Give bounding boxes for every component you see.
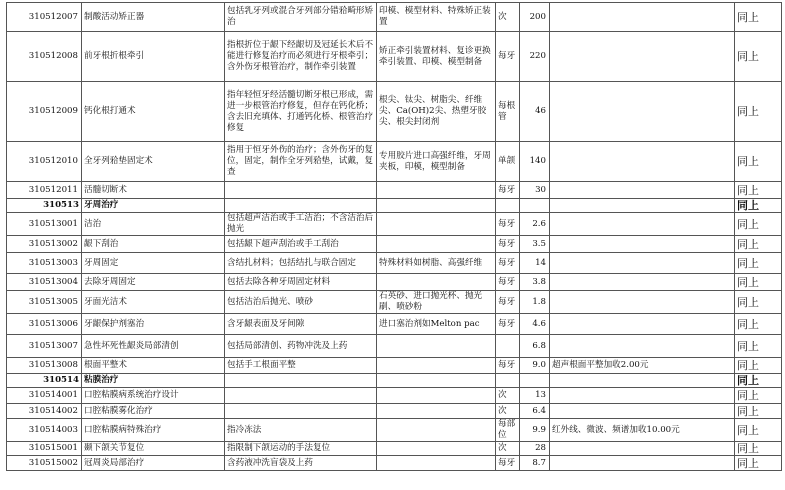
name-cell: 口腔粘膜病特殊治疗 xyxy=(82,419,225,442)
unit-cell: 每牙 xyxy=(496,213,520,236)
code-cell: 310513007 xyxy=(7,335,82,358)
table-row xyxy=(7,236,782,253)
price-cell: 28 xyxy=(520,442,550,456)
code-cell: 310513003 xyxy=(7,253,82,274)
price-cell: 200 xyxy=(520,3,550,32)
table-row xyxy=(7,142,782,182)
code-cell: 310513008 xyxy=(7,358,82,374)
material-cell xyxy=(377,274,496,291)
unit-cell: 次 xyxy=(496,388,520,404)
unit-cell xyxy=(496,335,520,358)
empty-cell xyxy=(225,374,377,388)
table-row xyxy=(7,456,782,471)
unit-cell: 次 xyxy=(496,3,520,32)
material-cell: 石英砂、进口抛光杯、抛光刷、喷砂粉 xyxy=(377,291,496,314)
price-cell: 1.8 xyxy=(520,291,550,314)
material-cell: 印模、模型材料、特殊矫正装置 xyxy=(377,3,496,32)
name-cell: 制酸活动矫正器 xyxy=(82,3,225,32)
note-cell xyxy=(550,213,735,236)
category-code: 310513 xyxy=(7,199,82,213)
content-cell: 指限制下颌运动的手法复位 xyxy=(225,442,377,456)
unit-cell: 每牙 xyxy=(496,314,520,335)
table-row xyxy=(7,388,782,404)
name-cell: 牙周固定 xyxy=(82,253,225,274)
remark-cell: 同上 xyxy=(735,442,782,456)
content-cell: 包括超声洁治或手工洁治；不含洁治后抛光 xyxy=(225,213,377,236)
material-cell xyxy=(377,388,496,404)
material-cell: 根尖、钛尖、树脂尖、纤维尖、Ca(OH)2尖、热塑牙胶尖、根尖封闭剂 xyxy=(377,82,496,142)
note-cell xyxy=(550,456,735,471)
table-row xyxy=(7,404,782,419)
content-cell: 包括乳牙列或混合牙列部分错𬌗畸形矫治 xyxy=(225,3,377,32)
code-cell: 310513004 xyxy=(7,274,82,291)
material-cell: 特殊材料如树脂、高强纤维 xyxy=(377,253,496,274)
empty-cell xyxy=(377,199,496,213)
category-name: 粘膜治疗 xyxy=(82,374,225,388)
table-row xyxy=(7,314,782,335)
note-cell: 红外线、微波、频谱加收10.00元 xyxy=(550,419,735,442)
empty-cell xyxy=(520,199,550,213)
remark-cell: 同上 xyxy=(735,32,782,82)
price-cell: 9.9 xyxy=(520,419,550,442)
code-cell: 310513001 xyxy=(7,213,82,236)
note-cell xyxy=(550,32,735,82)
name-cell: 牙面光洁术 xyxy=(82,291,225,314)
remark-cell: 同上 xyxy=(735,199,782,213)
price-cell: 4.6 xyxy=(520,314,550,335)
empty-cell xyxy=(225,199,377,213)
empty-cell xyxy=(496,374,520,388)
category-name: 牙周治疗 xyxy=(82,199,225,213)
code-cell: 310512008 xyxy=(7,32,82,82)
remark-cell: 同上 xyxy=(735,182,782,199)
remark-cell: 同上 xyxy=(735,374,782,388)
material-cell: 进口塞治剂如Melton pac xyxy=(377,314,496,335)
note-cell xyxy=(550,335,735,358)
empty-cell xyxy=(377,374,496,388)
code-cell: 310513002 xyxy=(7,236,82,253)
material-cell xyxy=(377,236,496,253)
name-cell: 全牙列𬌗垫固定术 xyxy=(82,142,225,182)
price-cell: 6.4 xyxy=(520,404,550,419)
price-cell: 30 xyxy=(520,182,550,199)
price-cell: 3.8 xyxy=(520,274,550,291)
content-cell: 包括局部清创、药物冲洗及上药 xyxy=(225,335,377,358)
name-cell: 钙化根打通术 xyxy=(82,82,225,142)
content-cell: 指冷冻法 xyxy=(225,419,377,442)
table-row xyxy=(7,442,782,456)
content-cell xyxy=(225,182,377,199)
code-cell: 310512009 xyxy=(7,82,82,142)
remark-cell: 同上 xyxy=(735,404,782,419)
remark-cell: 同上 xyxy=(735,3,782,32)
price-cell: 2.6 xyxy=(520,213,550,236)
table-row xyxy=(7,291,782,314)
remark-cell: 同上 xyxy=(735,213,782,236)
unit-cell: 次 xyxy=(496,442,520,456)
remark-cell: 同上 xyxy=(735,335,782,358)
table-row xyxy=(7,82,782,142)
note-cell xyxy=(550,3,735,32)
table-row xyxy=(7,182,782,199)
name-cell: 去除牙周固定 xyxy=(82,274,225,291)
price-table xyxy=(6,2,782,471)
unit-cell: 每牙 xyxy=(496,182,520,199)
unit-cell: 每牙 xyxy=(496,253,520,274)
code-cell: 310513006 xyxy=(7,314,82,335)
code-cell: 310514003 xyxy=(7,419,82,442)
remark-cell: 同上 xyxy=(735,388,782,404)
table-row xyxy=(7,32,782,82)
note-cell xyxy=(550,182,735,199)
material-cell xyxy=(377,358,496,374)
content-cell: 指根折位于龈下经龈切及冠延长术后不能进行修复治疗而必须进行牙根牵引；含外伤牙根管治疗，制作牵引装置 xyxy=(225,32,377,82)
content-cell xyxy=(225,404,377,419)
name-cell: 急性坏死性龈炎局部清创 xyxy=(82,335,225,358)
table-row xyxy=(7,213,782,236)
unit-cell: 每牙 xyxy=(496,236,520,253)
name-cell: 颞下颌关节复位 xyxy=(82,442,225,456)
price-cell: 220 xyxy=(520,32,550,82)
name-cell: 口腔粘膜雾化治疗 xyxy=(82,404,225,419)
code-cell: 310512011 xyxy=(7,182,82,199)
note-cell xyxy=(550,404,735,419)
empty-cell xyxy=(550,374,735,388)
material-cell xyxy=(377,456,496,471)
remark-cell: 同上 xyxy=(735,456,782,471)
material-cell xyxy=(377,442,496,456)
table-body xyxy=(7,3,782,471)
empty-cell xyxy=(550,199,735,213)
content-cell xyxy=(225,388,377,404)
unit-cell: 每牙 xyxy=(496,456,520,471)
note-cell xyxy=(550,291,735,314)
name-cell: 活髓切断术 xyxy=(82,182,225,199)
remark-cell: 同上 xyxy=(735,291,782,314)
empty-cell xyxy=(496,199,520,213)
name-cell: 前牙根折根牵引 xyxy=(82,32,225,82)
remark-cell: 同上 xyxy=(735,419,782,442)
price-cell: 6.8 xyxy=(520,335,550,358)
table-row xyxy=(7,274,782,291)
material-cell xyxy=(377,419,496,442)
note-cell xyxy=(550,388,735,404)
table-row xyxy=(7,335,782,358)
content-cell: 包括手工根面平整 xyxy=(225,358,377,374)
content-cell: 含结扎材料；包括结扎与联合固定 xyxy=(225,253,377,274)
category-row xyxy=(7,199,782,213)
content-cell: 包括洁治后抛光、喷砂 xyxy=(225,291,377,314)
table-row xyxy=(7,358,782,374)
code-cell: 310514002 xyxy=(7,404,82,419)
unit-cell: 每牙 xyxy=(496,291,520,314)
unit-cell: 每牙 xyxy=(496,358,520,374)
note-cell xyxy=(550,253,735,274)
material-cell xyxy=(377,213,496,236)
note-cell: 超声根面平整加收2.00元 xyxy=(550,358,735,374)
unit-cell: 每牙 xyxy=(496,274,520,291)
name-cell: 龈下刮治 xyxy=(82,236,225,253)
price-cell: 14 xyxy=(520,253,550,274)
price-cell: 140 xyxy=(520,142,550,182)
remark-cell: 同上 xyxy=(735,142,782,182)
remark-cell: 同上 xyxy=(735,236,782,253)
note-cell xyxy=(550,274,735,291)
note-cell xyxy=(550,442,735,456)
code-cell: 310514001 xyxy=(7,388,82,404)
content-cell: 包括龈下超声刮治或手工刮治 xyxy=(225,236,377,253)
code-cell: 310512007 xyxy=(7,3,82,32)
content-cell: 指用于恒牙外伤的治疗；含外伤牙的复位，固定，制作全牙列𬌗垫，试戴，复查 xyxy=(225,142,377,182)
category-row xyxy=(7,374,782,388)
name-cell: 口腔粘膜病系统治疗设计 xyxy=(82,388,225,404)
name-cell: 洁治 xyxy=(82,213,225,236)
material-cell xyxy=(377,182,496,199)
name-cell: 根面平整术 xyxy=(82,358,225,374)
code-cell: 310513005 xyxy=(7,291,82,314)
material-cell: 专用胶片进口高强纤维，牙周夹板，印模，模型制备 xyxy=(377,142,496,182)
material-cell xyxy=(377,335,496,358)
code-cell: 310515001 xyxy=(7,442,82,456)
content-cell: 指年轻恒牙经活髓切断牙根已形成，需进一步根管治疗修复，但存在钙化桥；含去旧充填体、打通钙化桥、根管治疗修复 xyxy=(225,82,377,142)
note-cell xyxy=(550,82,735,142)
note-cell xyxy=(550,314,735,335)
remark-cell: 同上 xyxy=(735,314,782,335)
table-row xyxy=(7,253,782,274)
price-cell: 3.5 xyxy=(520,236,550,253)
code-cell: 310515002 xyxy=(7,456,82,471)
unit-cell: 次 xyxy=(496,404,520,419)
name-cell: 冠周炎局部治疗 xyxy=(82,456,225,471)
remark-cell: 同上 xyxy=(735,358,782,374)
material-cell xyxy=(377,404,496,419)
content-cell: 含牙龈表面及牙间隙 xyxy=(225,314,377,335)
remark-cell: 同上 xyxy=(735,253,782,274)
table-row xyxy=(7,3,782,32)
material-cell: 矫正牵引装置材料、复诊更换牵引装置、印模、模型制备 xyxy=(377,32,496,82)
code-cell: 310512010 xyxy=(7,142,82,182)
content-cell: 含药液冲洗盲袋及上药 xyxy=(225,456,377,471)
table-row xyxy=(7,419,782,442)
remark-cell: 同上 xyxy=(735,82,782,142)
unit-cell: 单颌 xyxy=(496,142,520,182)
price-cell: 8.7 xyxy=(520,456,550,471)
price-cell: 13 xyxy=(520,388,550,404)
price-cell: 9.0 xyxy=(520,358,550,374)
empty-cell xyxy=(520,374,550,388)
price-cell: 46 xyxy=(520,82,550,142)
unit-cell: 每牙 xyxy=(496,32,520,82)
note-cell xyxy=(550,236,735,253)
content-cell: 包括去除各种牙周固定材料 xyxy=(225,274,377,291)
name-cell: 牙龈保护剂塞治 xyxy=(82,314,225,335)
category-code: 310514 xyxy=(7,374,82,388)
remark-cell: 同上 xyxy=(735,274,782,291)
note-cell xyxy=(550,142,735,182)
unit-cell: 每根管 xyxy=(496,82,520,142)
unit-cell: 每部位 xyxy=(496,419,520,442)
